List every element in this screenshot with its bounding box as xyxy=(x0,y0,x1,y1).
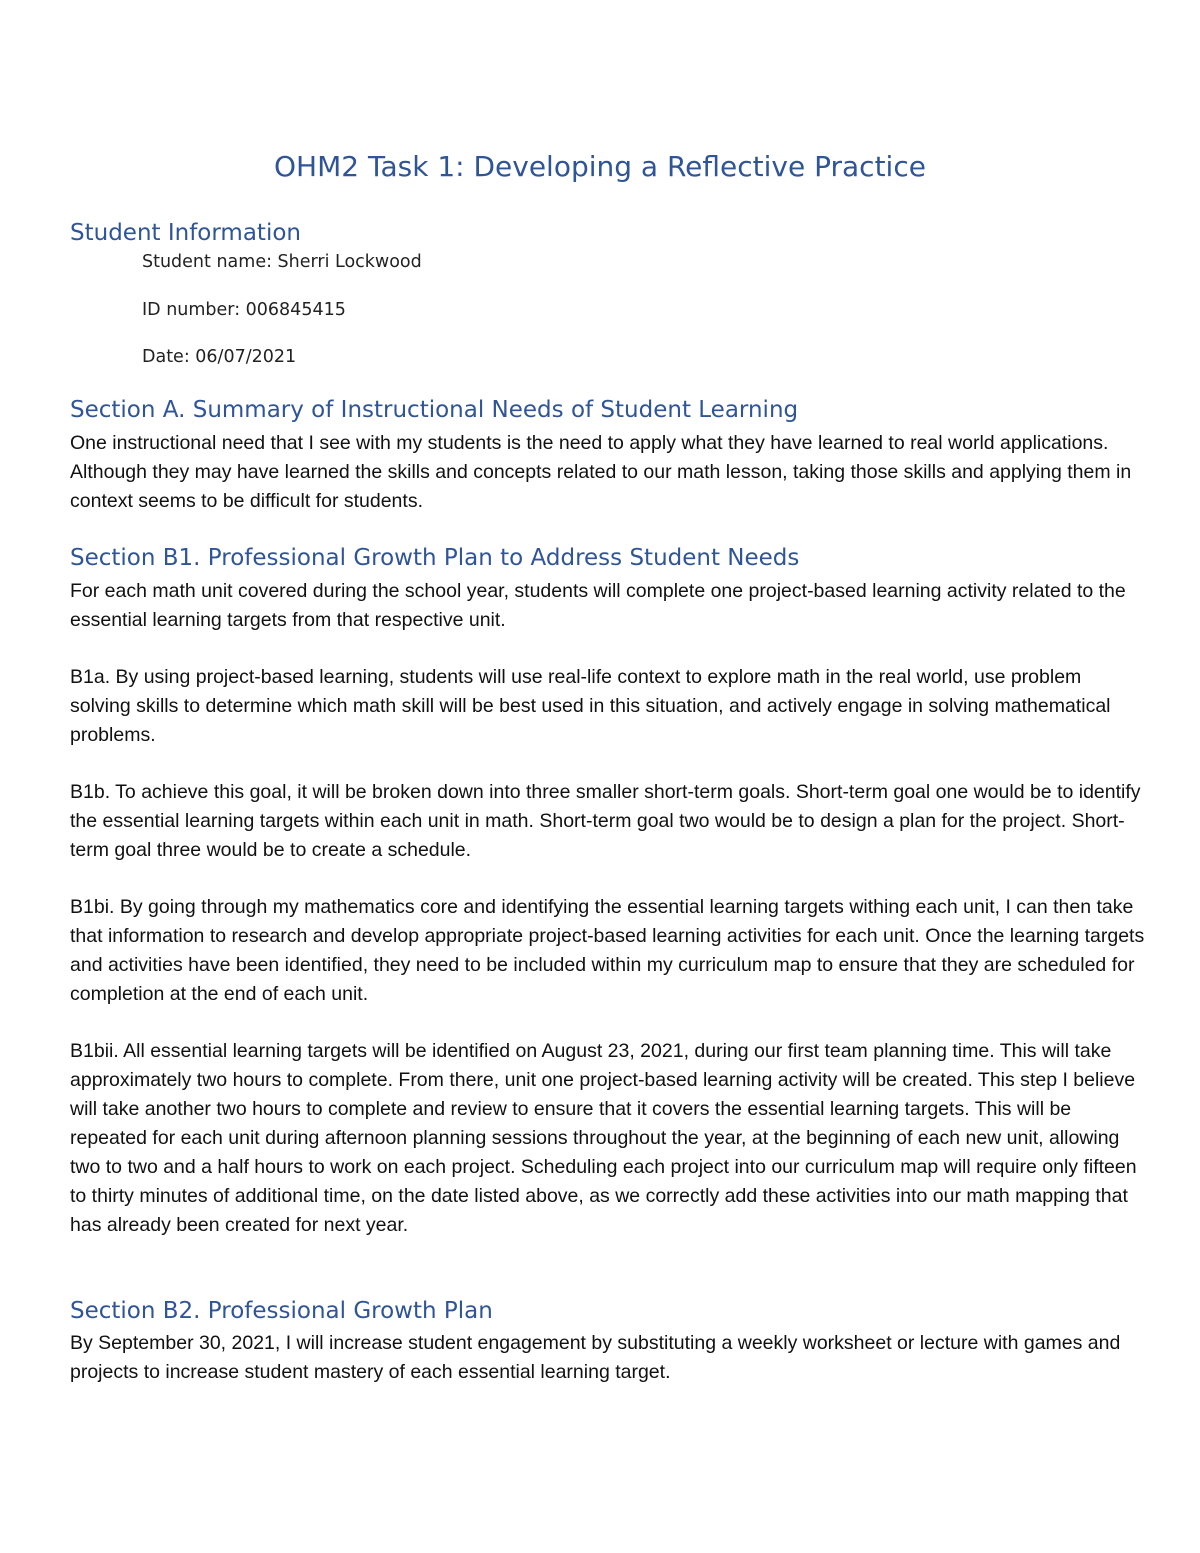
document-title: OHM2 Task 1: Developing a Reflective Practice xyxy=(274,150,926,183)
section-b1-heading: Section B1. Professional Growth Plan to Address Student Needs xyxy=(70,545,800,571)
section-b2-heading: Section B2. Professional Growth Plan xyxy=(70,1298,493,1324)
student-information-heading: Student Information xyxy=(70,220,301,246)
date-line: Date: 06/07/2021 xyxy=(142,347,297,367)
section-a-body: One instructional need that I see with my students is the need to apply what they have learned to real world applications. Although they may have learned the skills and concepts related to our math lesson, taking those skills and applying them in context seems to be difficult for students. xyxy=(70,432,1132,512)
section-b1bii-paragraph: B1bii. All essential learning targets will be identified on August 23, 2021, during our first team planning time. This will take approximately two hours to complete. From there, unit one project-based learning activity will be created. This step I believe will take another two hours to complete and review to ensure that it covers the essential learning targets. This will be repeated for each unit during afternoon planning sessions throughout the year, at the beginning of each new unit, allowing two to two and a half hours to work on each project. Scheduling each project into our curriculum map will require only fifteen to thirty minutes of additional time, on the date listed above, as we correctly add these activities into our math mapping that has already been created for next year. xyxy=(70,1040,1137,1236)
section-b2-body: By September 30, 2021, I will increase student engagement by substituting a weekly worksheet or lecture with games and projects to increase student mastery of each essential learning target. xyxy=(70,1332,1121,1383)
section-b1-body: For each math unit covered during the school year, students will complete one project-based learning activity related to the essential learning targets from that respective unit. xyxy=(70,580,1126,631)
student-id-line: ID number: 006845415 xyxy=(142,300,346,320)
section-b1bi-paragraph: B1bi. By going through my mathematics core and identifying the essential learning targets withing each unit, I can then take that information to research and develop appropriate project-based learning activities for each unit. Once the learning targets and activities have been identified, they need to be included within my curriculum map to ensure that they are scheduled for completion at the end of each unit. xyxy=(70,896,1145,1005)
section-b1a-paragraph: B1a. By using project-based learning, students will use real-life context to explore math in the real world, use problem solving skills to determine which math skill will be best used in this situation, and actively engage in solving mathematical problems. xyxy=(70,666,1111,746)
section-b1b-paragraph: B1b. To achieve this goal, it will be broken down into three smaller short-term goals. Short-term goal one would be to identify the essential learning targets within each unit in math. Short-term goal two would be to design a plan for the project. Short-term goal three would be to create a schedule. xyxy=(70,781,1141,861)
section-a-heading: Section A. Summary of Instructional Needs of Student Learning xyxy=(70,397,799,423)
student-name-line: Student name: Sherri Lockwood xyxy=(142,252,422,272)
